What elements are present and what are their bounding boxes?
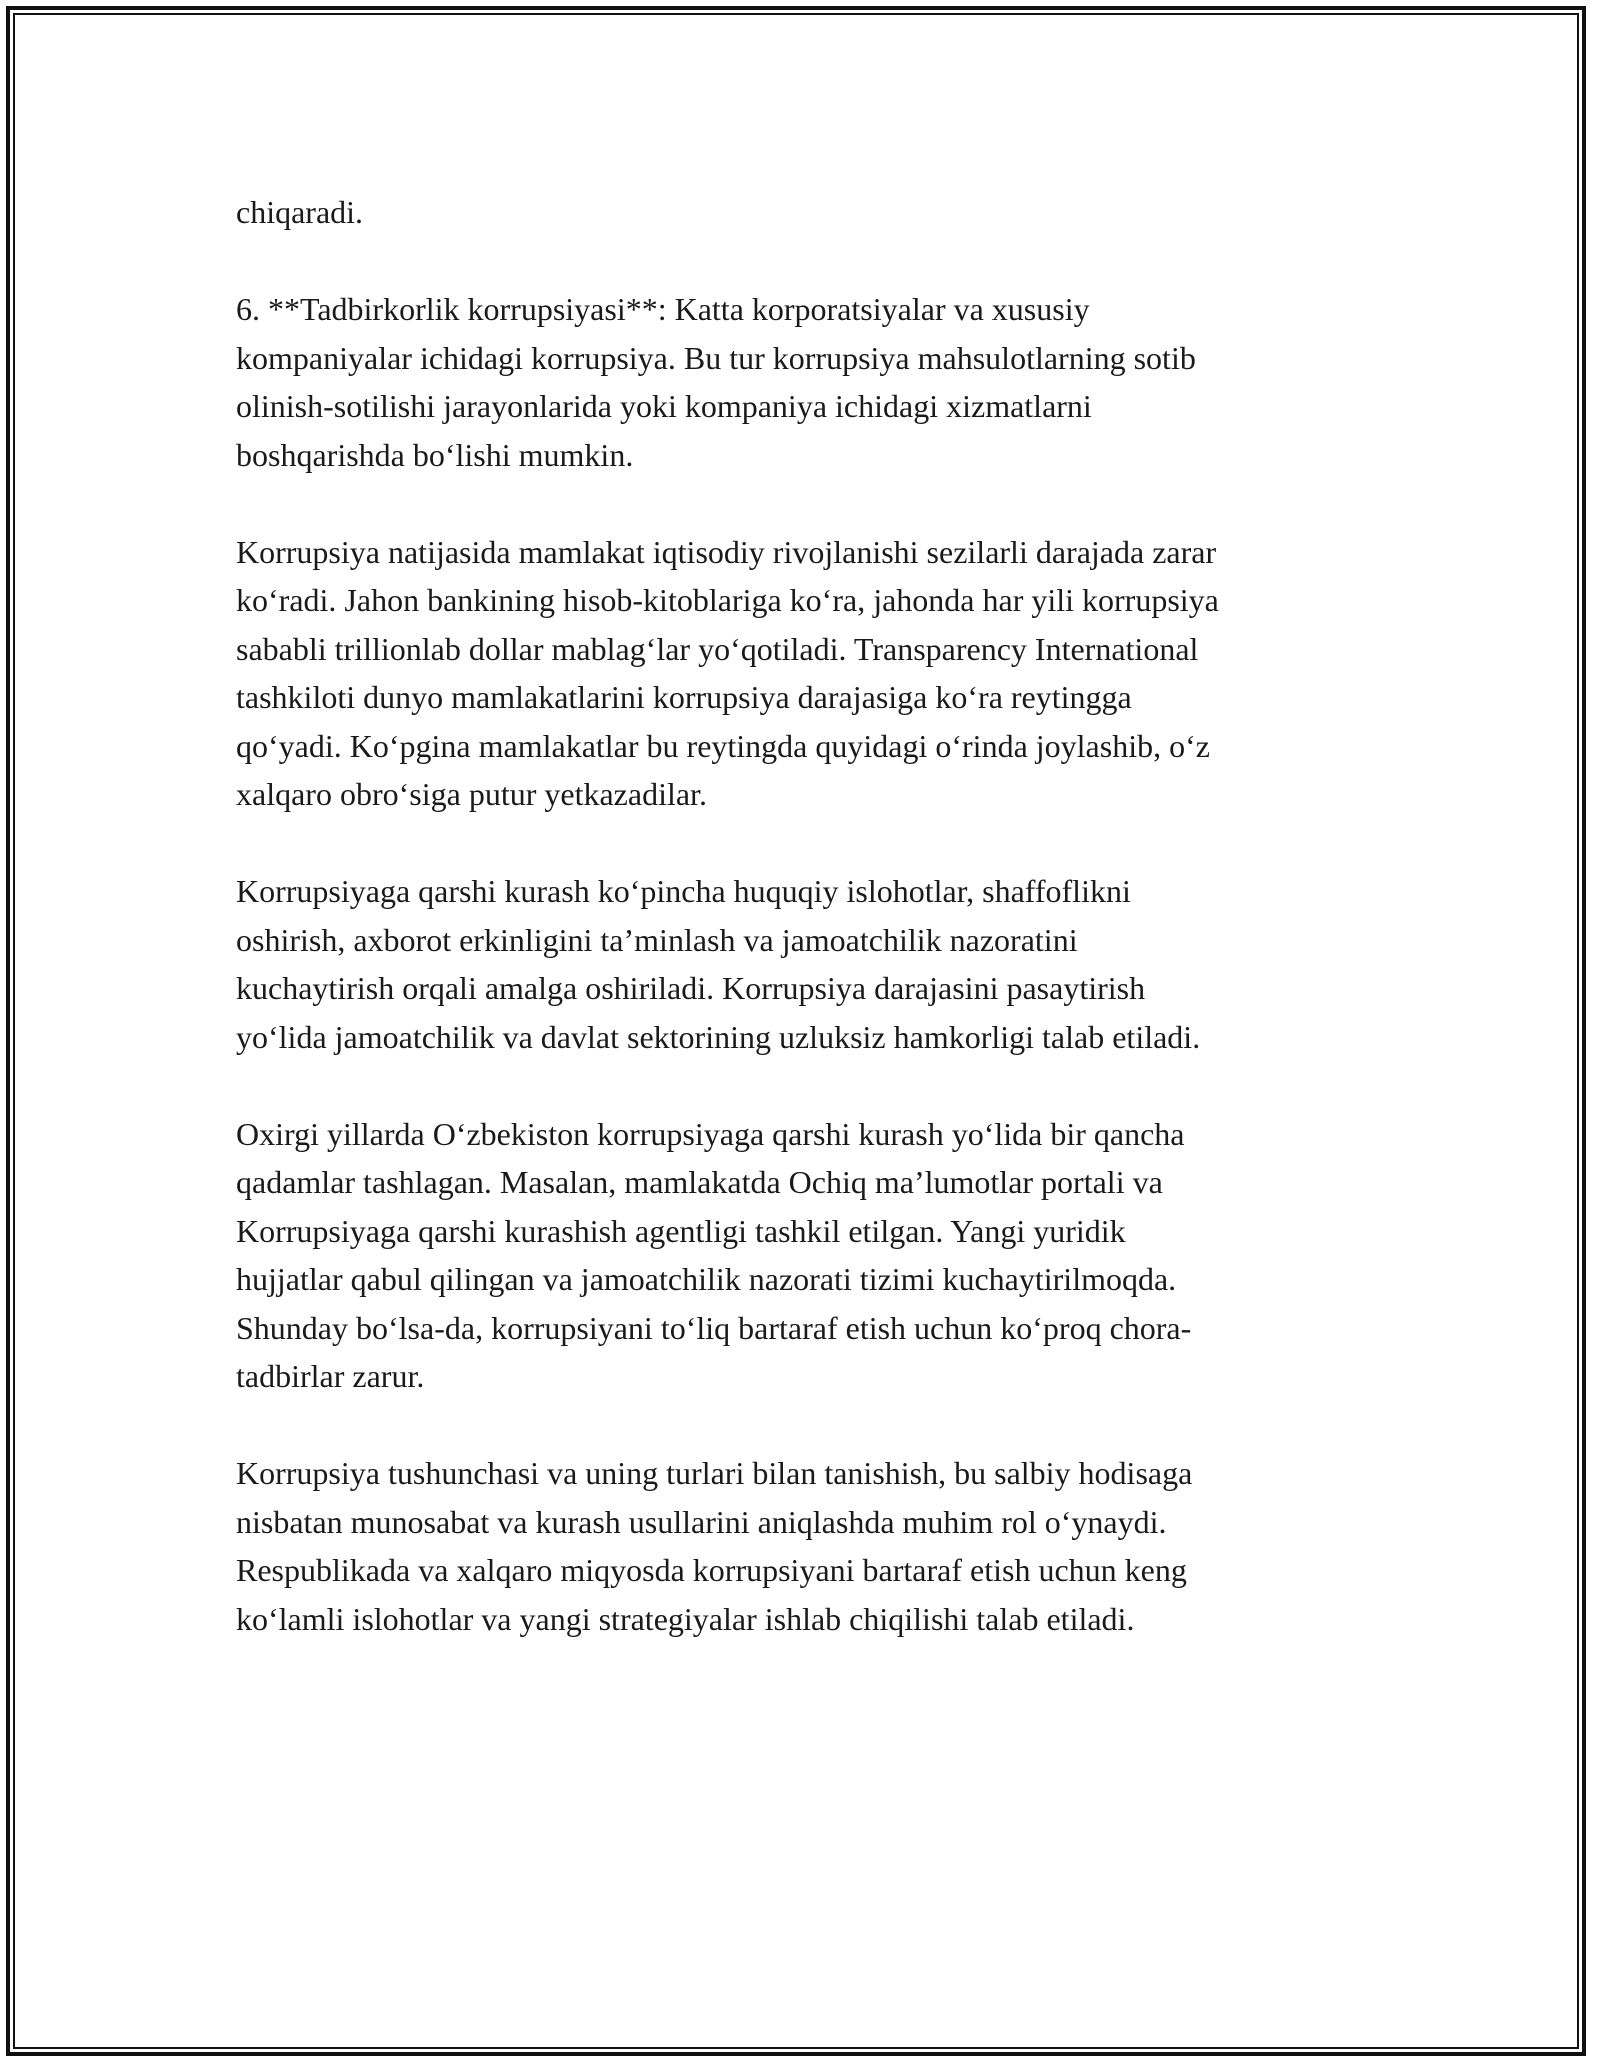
text-line: xalqaro obro‘siga putur yetkazadilar. — [236, 776, 707, 812]
paragraph-business-corruption — [236, 285, 1386, 479]
text-line: ko‘radi. Jahon bankining hisob-kitoblariga ko‘ra, jahonda har yili korrupsiya — [236, 582, 1219, 618]
text-line: Oxirgi yillarda O‘zbekiston korrupsiyaga qarshi kurash yo‘lida bir qancha — [236, 1115, 1185, 1152]
text-line: Korrupsiyaga qarshi kurash ko‘pincha huquqiy islohotlar, shaffoflikni — [236, 873, 1131, 909]
text-line: hujjatlar qabul qilingan va jamoatchilik nazorati tizimi kuchaytirilmoqda. — [236, 1261, 1177, 1297]
text-line: nisbatan munosabat va kurash usullarini aniqlashda muhim rol o‘ynaydi. — [236, 1503, 1167, 1540]
text-line: sababli trillionlab dollar mablag‘lar yo‘qotiladi. Transparency International — [236, 630, 1199, 667]
paragraph-economic-impact — [236, 528, 1386, 819]
document-body — [236, 188, 1386, 1692]
text-line: oshirish, axborot erkinligini ta’minlash va jamoatchilik nazoratini — [236, 921, 1078, 958]
text-line: yo‘lida jamoatchilik va davlat sektorining uzluksiz hamkorligi talab etiladi. — [236, 1018, 1201, 1055]
text-line: ko‘lamli islohotlar va yangi strategiyalar ishlab chiqilishi talab etiladi. — [236, 1600, 1135, 1637]
text-line: boshqarishda bo‘lishi mumkin. — [236, 436, 634, 473]
text-line: kuchaytirish orqali amalga oshiriladi. Korrupsiya darajasini pasaytirish — [236, 970, 1146, 1006]
paragraph-anti-corruption-measures — [236, 867, 1386, 1061]
text-line: Korrupsiya tushunchasi va uning turlari bilan tanishish, bu salbiy hodisaga — [236, 1455, 1193, 1491]
text-line: tadbirlar zarur. — [236, 1358, 425, 1394]
text-line: chiqaradi. — [236, 194, 364, 230]
text-line: qadamlar tashlagan. Masalan, mamlakatda Ochiq ma’lumotlar portali va — [236, 1164, 1163, 1200]
text-line: olinish-sotilishi jarayonlarida yoki kompaniya ichidagi xizmatlarni — [236, 388, 1092, 424]
text-line: 6. **Tadbirkorlik korrupsiyasi**: Katta korporatsiyalar va xususiy — [236, 291, 1090, 327]
text-line: Korrupsiya natijasida mamlakat iqtisodiy rivojlanishi sezilarli darajada zarar — [236, 533, 1217, 570]
paragraph-uzbekistan-efforts — [236, 1110, 1386, 1401]
text-line: kompaniyalar ichidagi korrupsiya. Bu tur korrupsiya mahsulotlarning sotib — [236, 339, 1196, 376]
text-line: Respublikada va xalqaro miqyosda korrupsiyani bartaraf etish uchun keng — [236, 1552, 1187, 1588]
paragraph-continuation — [236, 188, 1386, 237]
paragraph-conclusion — [236, 1449, 1386, 1643]
text-line: Korrupsiyaga qarshi kurashish agentligi tashkil etilgan. Yangi yuridik — [236, 1212, 1126, 1249]
text-line: qo‘yadi. Ko‘pgina mamlakatlar bu reytingda quyidagi o‘rinda joylashib, o‘z — [236, 727, 1210, 764]
text-line: tashkiloti dunyo mamlakatlarini korrupsiya darajasiga ko‘ra reytingga — [236, 679, 1132, 715]
text-line: Shunday bo‘lsa-da, korrupsiyani to‘liq bartaraf etish uchun ko‘proq chora- — [236, 1309, 1192, 1346]
